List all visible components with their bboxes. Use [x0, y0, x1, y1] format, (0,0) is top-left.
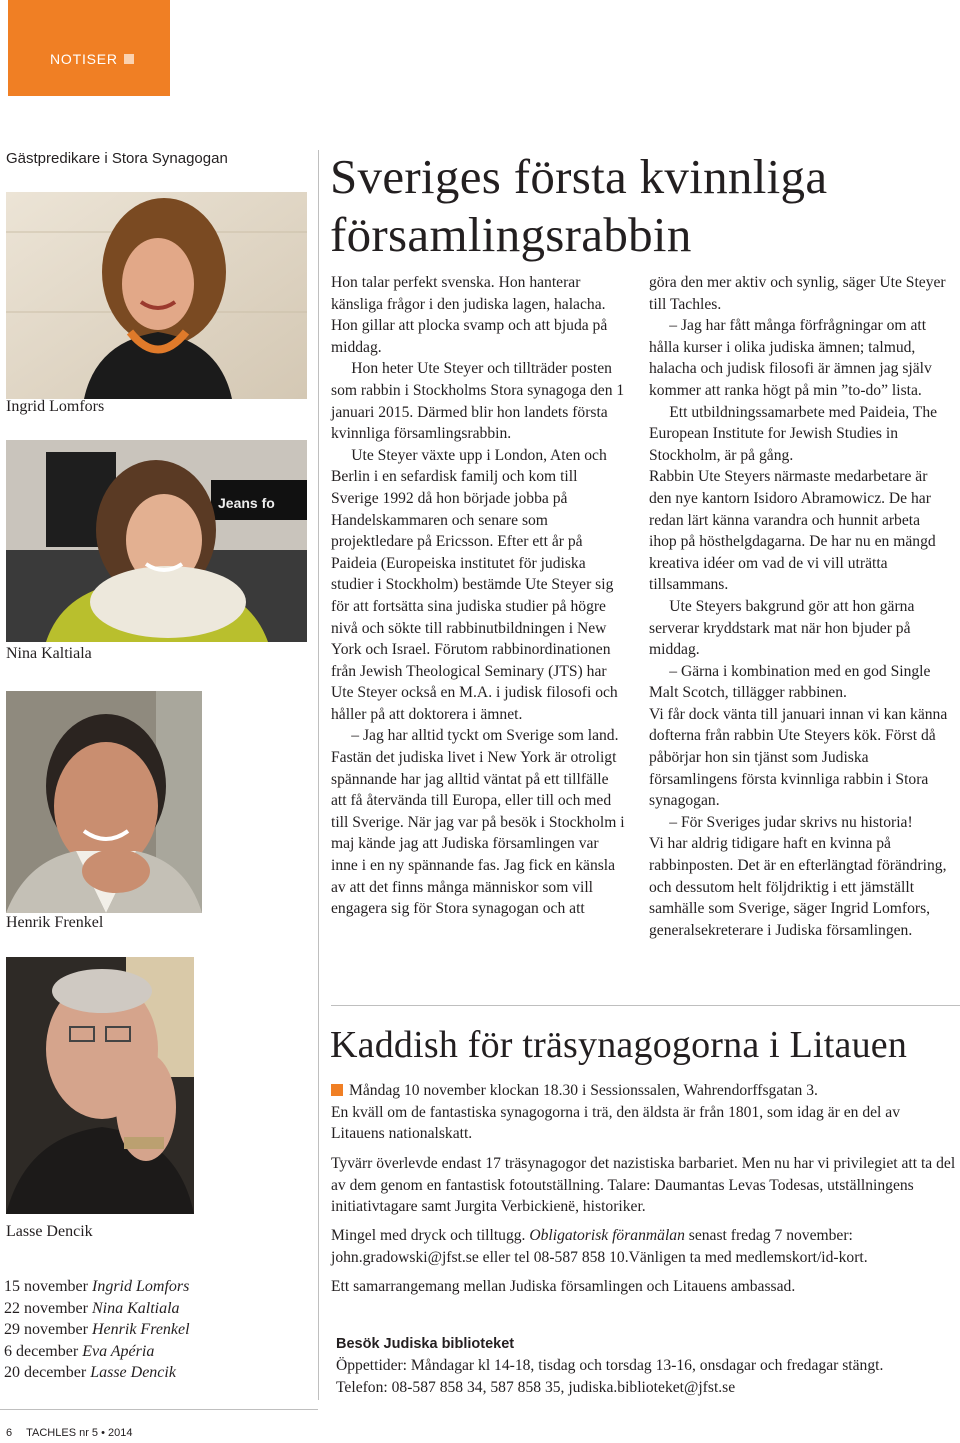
article-column-1: [331, 272, 627, 920]
kaddish-body: Tyvärr överlevde endast 17 träsynagogor det nazistiska barbariet. Men nu har vi privilegiet att ta del av dem genom en fantastisk fotoutställning. Talare: Daumantas Levas Todesas, utställningens initiativtagare samt Jurgita Verbickienë, historiker.: [331, 1155, 956, 1216]
paragraph: – För Sveriges judar skrivs nu historia!: [669, 813, 913, 831]
library-title: Besök Judiska biblioteket: [336, 1336, 515, 1352]
schedule-item: 22 november Nina Kaltiala: [4, 1299, 180, 1317]
square-icon: [124, 54, 134, 64]
paragraph: Hon heter Ute Steyer och tillträder posten som rabbin i Stockholms Stora synagoga den 1 januari 2015. Därmed blir hon landets första kvinnliga församlingsrabbin.: [331, 360, 625, 443]
footer-divider: [0, 1409, 318, 1410]
preacher-schedule: [4, 1276, 190, 1384]
library-hours: Öppettider: Måndagar kl 14-18, tisdag och torsdag 13-16, onsdagar och fredagar stängt.: [336, 1357, 884, 1374]
publication-name: TACHLES nr 5 • 2014: [26, 1427, 133, 1439]
library-contact: Telefon: 08-587 858 34, 587 858 35, judiska.biblioteket@jfst.se: [336, 1378, 736, 1396]
column-divider: [318, 150, 319, 1400]
svg-text:Jeans fo: Jeans fo: [218, 495, 275, 511]
kaddish-organizers: Ett samarrangemang mellan Judiska församlingen och Litauens ambassad.: [331, 1278, 796, 1295]
kaddish-intro: [331, 1080, 956, 1145]
paragraph: göra den mer aktiv och synlig, säger Ute Steyer till Tachles.: [649, 274, 946, 313]
schedule-item: 29 november Henrik Frenkel: [4, 1321, 190, 1339]
guest-photo-lasse: [6, 957, 194, 1214]
guest-photo-ingrid: [6, 192, 307, 399]
section-divider: [331, 1005, 960, 1006]
schedule-item: 6 december Eva Apéria: [4, 1342, 155, 1360]
caption-ingrid: Ingrid Lomfors: [6, 398, 105, 415]
paragraph: Vi har aldrig tidigare haft en kvinna på rabbinposten. Det är en efterlängtad förändring, och dessutom helt följdriktig i ett jämställt samhälle som Sverige, säger Ingrid Lomfors, generalsekreterare i Judiska församlingen.: [649, 835, 947, 939]
article-title: Sveriges första kvinnliga församlingsrabbin: [330, 149, 828, 262]
event-description: En kväll om de fantastiska synagogorna i trä, den äldsta är från 1801, som idag är en del av Litauens nationalskatt.: [331, 1103, 900, 1143]
paragraph: Ute Steyer växte upp i London, Aten och Berlin i en sefardisk familj och kom till Sverige 1992 då hon började jobba på Handelskammaren och senare som projektledare på Ericsson. Efter ett år på Paideia (Europeiska institutet för judiska studier i Stockholm) bestämde Ute Steyer sig för att fortsätta sina judiska studier på högre nivå och sökte till rabbinutbildningen i New York och Israel. Förutom rabbinordinationen från Jewish Theological Seminary (JTS) har Ute Steyer också en M.A. i judisk filosofi och håller på att doktorera i ämnet.: [331, 446, 618, 723]
square-bullet-icon: [331, 1084, 343, 1096]
section-tab-label: NOTISER: [50, 51, 118, 67]
paragraph: Ett utbildningssamarbete med Paideia, The European Institute for Jewish Studies in Stockholm, är på gång.: [649, 403, 938, 464]
guest-photo-nina: [6, 440, 307, 642]
section-tab: [8, 0, 170, 96]
kaddish-registration: Mingel med dryck och tilltugg. Obligatorisk föranmälan senast fredag 7 november: john.gradowski@jfst.se eller tel 08-587 858 10.Vänligen ta med medlemskort/id-kort.: [331, 1227, 868, 1266]
schedule-item: 15 november Ingrid Lomfors: [4, 1278, 190, 1295]
page-number: 6: [6, 1427, 13, 1439]
paragraph: Vi får dock vänta till januari innan vi kan känna dofterna från rabbin Ute Steyers kök. Först då påbörjar hon sin tjänst som Judiska församlingens första kvinnliga rabbin i Stora synagogan.: [649, 705, 948, 810]
schedule-item: 20 december Lasse Dencik: [4, 1364, 176, 1382]
caption-henrik: Henrik Frenkel: [6, 914, 104, 931]
paragraph: Ute Steyers bakgrund gör att hon gärna serverar kryddstark mat när hon bjuder på middag.: [649, 597, 915, 659]
sidebar-heading: Gästpredikare i Stora Synagogan: [6, 150, 228, 167]
paragraph: – Jag har fått många förfrågningar om att hålla kurser i olika judiska ämnen; talmud, halacha och judisk filosofi är ämnen jag själv kommer att ranka högt på min ”to-do” lista.: [649, 317, 932, 399]
kaddish-title: Kaddish för träsynagogorna i Litauen: [330, 1024, 908, 1066]
paragraph: Hon talar perfekt svenska. Hon hanterar känsliga frågor i den judiska lagen, halacha. Hon gillar att plocka svamp och att bjuda på middag.: [331, 274, 608, 356]
caption-lasse: Lasse Dencik: [6, 1223, 93, 1240]
paragraph: Rabbin Ute Steyers närmaste medarbetare är den nye kantorn Isidoro Abramowicz. De har redan lärt känna varandra och hunnit arbeta ihop på hösthelgdagarna. De har nu en mängd kreativa idéer om vad de vi vill uträtta tillsammans.: [649, 468, 936, 594]
guest-photo-henrik: [6, 691, 202, 913]
event-time: Måndag 10 november klockan 18.30 i Sessionssalen, Wahrendorffsgatan 3.: [349, 1082, 818, 1099]
caption-nina: Nina Kaltiala: [6, 645, 92, 662]
library-notice: [336, 1334, 960, 1398]
page-footer: [6, 1427, 133, 1439]
article-column-2: [649, 272, 949, 941]
paragraph: – Jag har alltid tyckt om Sverige som land. Fastän det judiska livet i New York är otroligt spännande har jag alltid väntat på ett tillfälle att få återvända till Europa, eller till och med till Sverige. När jag var på besök i Stockholm i maj kände jag att Judiska församlingen var inne i en ny spännande fas. Jag fick en känsla av att det finns många människor som vill engagera sig för Stora synagogan och att: [331, 727, 625, 918]
paragraph: – Gärna i kombination med en god Single Malt Scotch, tillägger rabbinen.: [649, 662, 931, 702]
